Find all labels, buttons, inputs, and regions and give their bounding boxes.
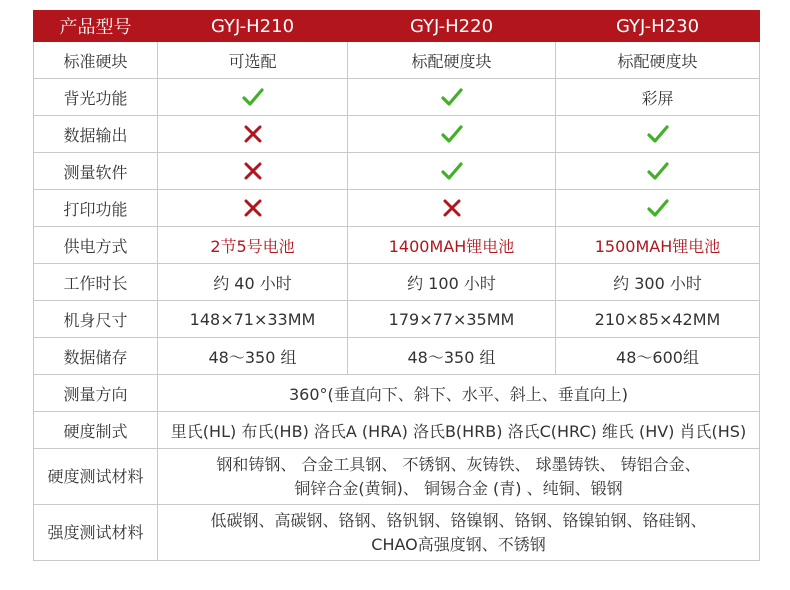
cell-value xyxy=(348,79,556,116)
merged-value xyxy=(158,449,760,505)
check-icon xyxy=(646,159,670,183)
cell-value: 179×77×35MM xyxy=(348,301,556,338)
row-measure-software xyxy=(34,153,760,190)
row-label: 标准硬块 xyxy=(34,42,158,79)
materials-line: 低碳钢、高碳钢、铬钢、铬钒钢、铬镍钢、铬钢、铬镍铂钢、铬硅钢、 xyxy=(210,510,707,530)
row-label: 硬度测试材料 xyxy=(34,449,158,505)
row-label: 测量软件 xyxy=(34,153,158,190)
cell-value: 48～350 组 xyxy=(348,338,556,375)
row-label: 背光功能 xyxy=(34,79,158,116)
materials-line: 铜锌合金(黄铜)、 铜锡合金 (青) 、纯铜、锻钢 xyxy=(294,478,623,498)
row-backlight xyxy=(34,79,760,116)
check-icon xyxy=(646,196,670,220)
model-h230: GYJ-H230 xyxy=(556,11,760,42)
cell-value xyxy=(348,190,556,227)
cell-value: 1400MAH锂电池 xyxy=(348,227,556,264)
row-label: 工作时长 xyxy=(34,264,158,301)
row-strength-materials xyxy=(34,505,760,561)
cell-value: 约 40 小时 xyxy=(158,264,348,301)
cross-icon xyxy=(241,196,265,220)
cell-value: 可选配 xyxy=(158,42,348,79)
cell-value xyxy=(348,153,556,190)
cross-icon xyxy=(440,196,464,220)
cell-value: 标配硬度块 xyxy=(348,42,556,79)
cell-value xyxy=(158,116,348,153)
merged-value: 360°(垂直向下、斜下、水平、斜上、垂直向上) xyxy=(158,375,760,412)
row-standard-block xyxy=(34,42,760,79)
check-icon xyxy=(440,122,464,146)
cell-value: 2节5号电池 xyxy=(158,227,348,264)
cell-value xyxy=(348,116,556,153)
cell-value: 约 100 小时 xyxy=(348,264,556,301)
row-label: 强度测试材料 xyxy=(34,505,158,561)
check-icon xyxy=(440,159,464,183)
row-label: 供电方式 xyxy=(34,227,158,264)
row-measure-direction xyxy=(34,375,760,412)
cell-value: 彩屏 xyxy=(556,79,760,116)
cell-value xyxy=(556,116,760,153)
materials-line: CHAO高强度钢、不锈钢 xyxy=(371,534,546,554)
row-hardness-scale xyxy=(34,412,760,449)
row-data-output xyxy=(34,116,760,153)
cross-icon xyxy=(241,159,265,183)
cell-value: 48～350 组 xyxy=(158,338,348,375)
merged-value xyxy=(158,505,760,561)
row-hardness-materials xyxy=(34,449,760,505)
row-label: 测量方向 xyxy=(34,375,158,412)
check-icon xyxy=(440,85,464,109)
row-label: 机身尺寸 xyxy=(34,301,158,338)
check-icon xyxy=(241,85,265,109)
row-label: 数据储存 xyxy=(34,338,158,375)
row-power xyxy=(34,227,760,264)
cell-value: 1500MAH锂电池 xyxy=(556,227,760,264)
row-dimensions xyxy=(34,301,760,338)
cell-value xyxy=(158,79,348,116)
row-work-time xyxy=(34,264,760,301)
row-label: 打印功能 xyxy=(34,190,158,227)
cell-value: 210×85×42MM xyxy=(556,301,760,338)
cell-value: 48～600组 xyxy=(556,338,760,375)
cell-value xyxy=(556,190,760,227)
cell-value: 标配硬度块 xyxy=(556,42,760,79)
merged-value: 里氏(HL) 布氏(HB) 洛氏A (HRA) 洛氏B(HRB) 洛氏C(HRC) 维氏 (HV) 肖氏(HS) xyxy=(158,412,760,449)
row-storage xyxy=(34,338,760,375)
header-row xyxy=(34,11,760,42)
cell-value xyxy=(158,190,348,227)
cell-value xyxy=(556,153,760,190)
header-label: 产品型号 xyxy=(34,11,158,42)
cell-value xyxy=(158,153,348,190)
cross-icon xyxy=(241,122,265,146)
cell-value: 约 300 小时 xyxy=(556,264,760,301)
row-print xyxy=(34,190,760,227)
row-label: 数据输出 xyxy=(34,116,158,153)
row-label: 硬度制式 xyxy=(34,412,158,449)
spec-table xyxy=(33,10,760,561)
model-h220: GYJ-H220 xyxy=(348,11,556,42)
materials-line: 钢和铸钢、 合金工具钢、 不锈钢、灰铸铁、 球墨铸铁、 铸铝合金、 xyxy=(216,454,701,474)
model-h210: GYJ-H210 xyxy=(158,11,348,42)
cell-value: 148×71×33MM xyxy=(158,301,348,338)
check-icon xyxy=(646,122,670,146)
